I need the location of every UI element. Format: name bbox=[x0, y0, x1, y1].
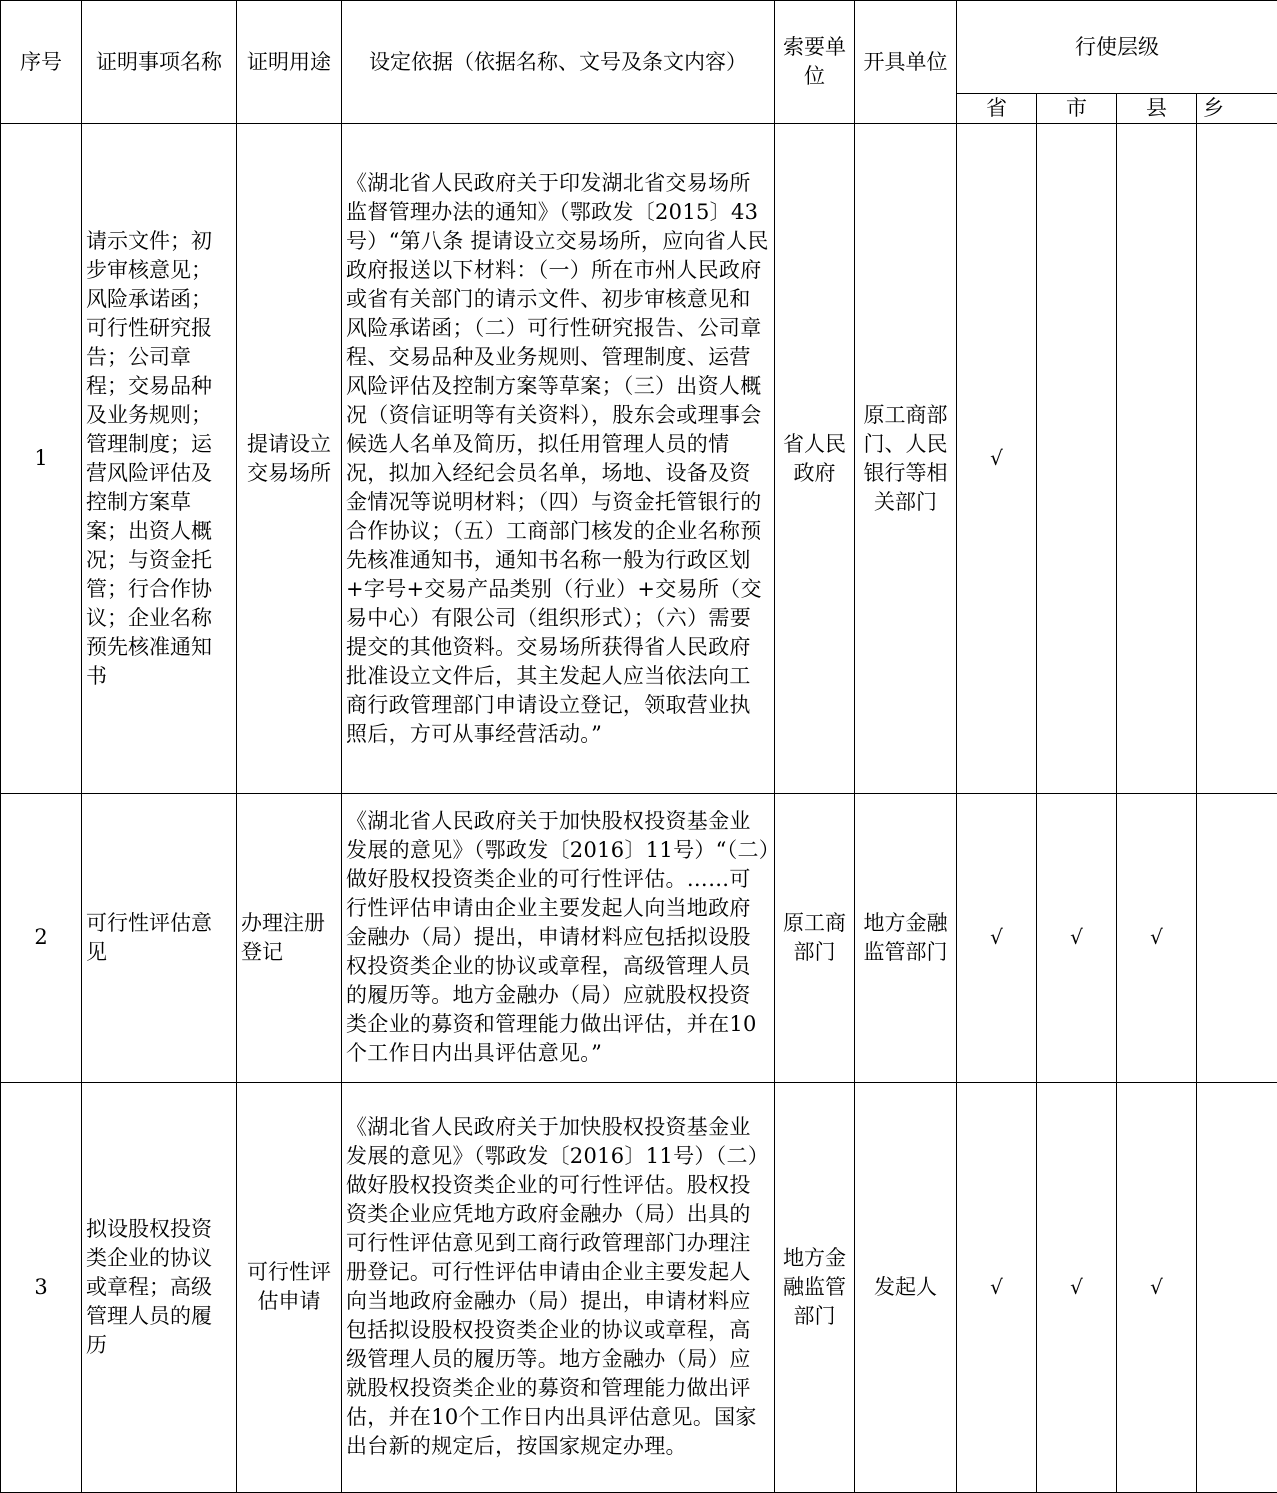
header-issuer: 开具单位 bbox=[855, 1, 957, 124]
row-basis: 《湖北省人民政府关于加快股权投资基金业发展的意见》（鄂政发〔2016〕11号）（二）做好股权投资类企业的可行性评估。股权投资类企业应凭地方政府金融办（局）出具的可行性评估意见到工商行政管理部门办理注册登记。可行性评估申请由企业主要发起人向当地政府金融办（局）提出，申请材料应包括拟设股权投资类企业的协议或章程，高级管理人员的履历等。地方金融办（局）应就股权投资类企业的募资和管理能力做出评估，并在10个工作日内出具评估意见。国家出台新的规定后，按国家规定办理。 bbox=[342, 1082, 775, 1492]
header-level-city: 市 bbox=[1037, 94, 1117, 124]
row-item-name: 拟设股权投资类企业的协议或章程；高级管理人员的履历 bbox=[82, 1082, 237, 1492]
row-seq: 1 bbox=[1, 124, 82, 794]
row-issuer: 发起人 bbox=[855, 1082, 957, 1492]
row-level-province: √ bbox=[957, 124, 1037, 794]
header-level-county: 县 bbox=[1117, 94, 1197, 124]
row-purpose: 提请设立交易场所 bbox=[237, 124, 342, 794]
row-level-county: √ bbox=[1117, 1082, 1197, 1492]
row-purpose: 办理注册登记 bbox=[237, 794, 342, 1083]
row-level-township bbox=[1197, 124, 1277, 794]
row-requester: 省人民政府 bbox=[775, 124, 855, 794]
header-purpose: 证明用途 bbox=[237, 1, 342, 124]
row-basis: 《湖北省人民政府关于加快股权投资基金业发展的意见》（鄂政发〔2016〕11号）“（二）做好股权投资类企业的可行性评估。……可行性评估申请由企业主要发起人向当地政府金融办（局）提出，申请材料应包括拟设股权投资类企业的协议或章程，高级管理人员的履历等。地方金融办（局）应就股权投资类企业的募资和管理能力做出评估，并在10个工作日内出具评估意见。” bbox=[342, 794, 775, 1083]
header-row bbox=[1, 1, 1277, 94]
table-row bbox=[1, 1082, 1277, 1492]
table-row bbox=[1, 124, 1277, 794]
header-levels: 行使层级 bbox=[957, 1, 1277, 94]
row-level-city: √ bbox=[1037, 1082, 1117, 1492]
row-issuer: 原工商部门、人民银行等相关部门 bbox=[855, 124, 957, 794]
row-item-name: 可行性评估意见 bbox=[82, 794, 237, 1083]
header-seq: 序号 bbox=[1, 1, 82, 124]
header-requester: 索要单位 bbox=[775, 1, 855, 124]
header-item-name: 证明事项名称 bbox=[82, 1, 237, 124]
row-requester: 原工商部门 bbox=[775, 794, 855, 1083]
row-level-township bbox=[1197, 1082, 1277, 1492]
row-level-county: √ bbox=[1117, 794, 1197, 1083]
row-level-province: √ bbox=[957, 1082, 1037, 1492]
row-seq: 3 bbox=[1, 1082, 82, 1492]
row-item-name: 请示文件；初步审核意见；风险承诺函；可行性研究报告；公司章程；交易品种及业务规则；管理制度；运营风险评估及控制方案草案；出资人概况；与资金托管；行合作协议；企业名称预先核准通知书 bbox=[82, 124, 237, 794]
row-seq: 2 bbox=[1, 794, 82, 1083]
row-issuer: 地方金融监管部门 bbox=[855, 794, 957, 1083]
row-level-city: √ bbox=[1037, 794, 1117, 1083]
row-level-province: √ bbox=[957, 794, 1037, 1083]
header-level-province: 省 bbox=[957, 94, 1037, 124]
row-level-county bbox=[1117, 124, 1197, 794]
row-basis: 《湖北省人民政府关于印发湖北省交易场所监督管理办法的通知》（鄂政发〔2015〕43号）“第八条 提请设立交易场所，应向省人民政府报送以下材料：（一）所在市州人民政府或省有关部门的请示文件、初步审核意见和风险承诺函；（二）可行性研究报告、公司章程、交易品种及业务规则、管理制度、运营风险评估及控制方案等草案；（三）出资人概况（资信证明等有关资料），股东会或理事会候选人名单及简历，拟任用管理人员的情况，拟加入经纪会员名单，场地、设备及资金情况等说明材料；（四）与资金托管银行的合作协议；（五）工商部门核发的企业名称预先核准通知书，通知书名称一般为行政区划+字号+交易产品类别（行业）+交易所（交易中心）有限公司（组织形式）；（六）需要提交的其他资料。交易场所获得省人民政府批准设立文件后，其主发起人应当依法向工商行政管理部门申请设立登记，领取营业执照后，方可从事经营活动。” bbox=[342, 124, 775, 794]
header-level-township: 乡 bbox=[1197, 94, 1277, 124]
row-purpose: 可行性评估申请 bbox=[237, 1082, 342, 1492]
table-row bbox=[1, 794, 1277, 1083]
row-level-township bbox=[1197, 794, 1277, 1083]
header-basis: 设定依据（依据名称、文号及条文内容） bbox=[342, 1, 775, 124]
row-level-city bbox=[1037, 124, 1117, 794]
row-requester: 地方金融监管部门 bbox=[775, 1082, 855, 1492]
